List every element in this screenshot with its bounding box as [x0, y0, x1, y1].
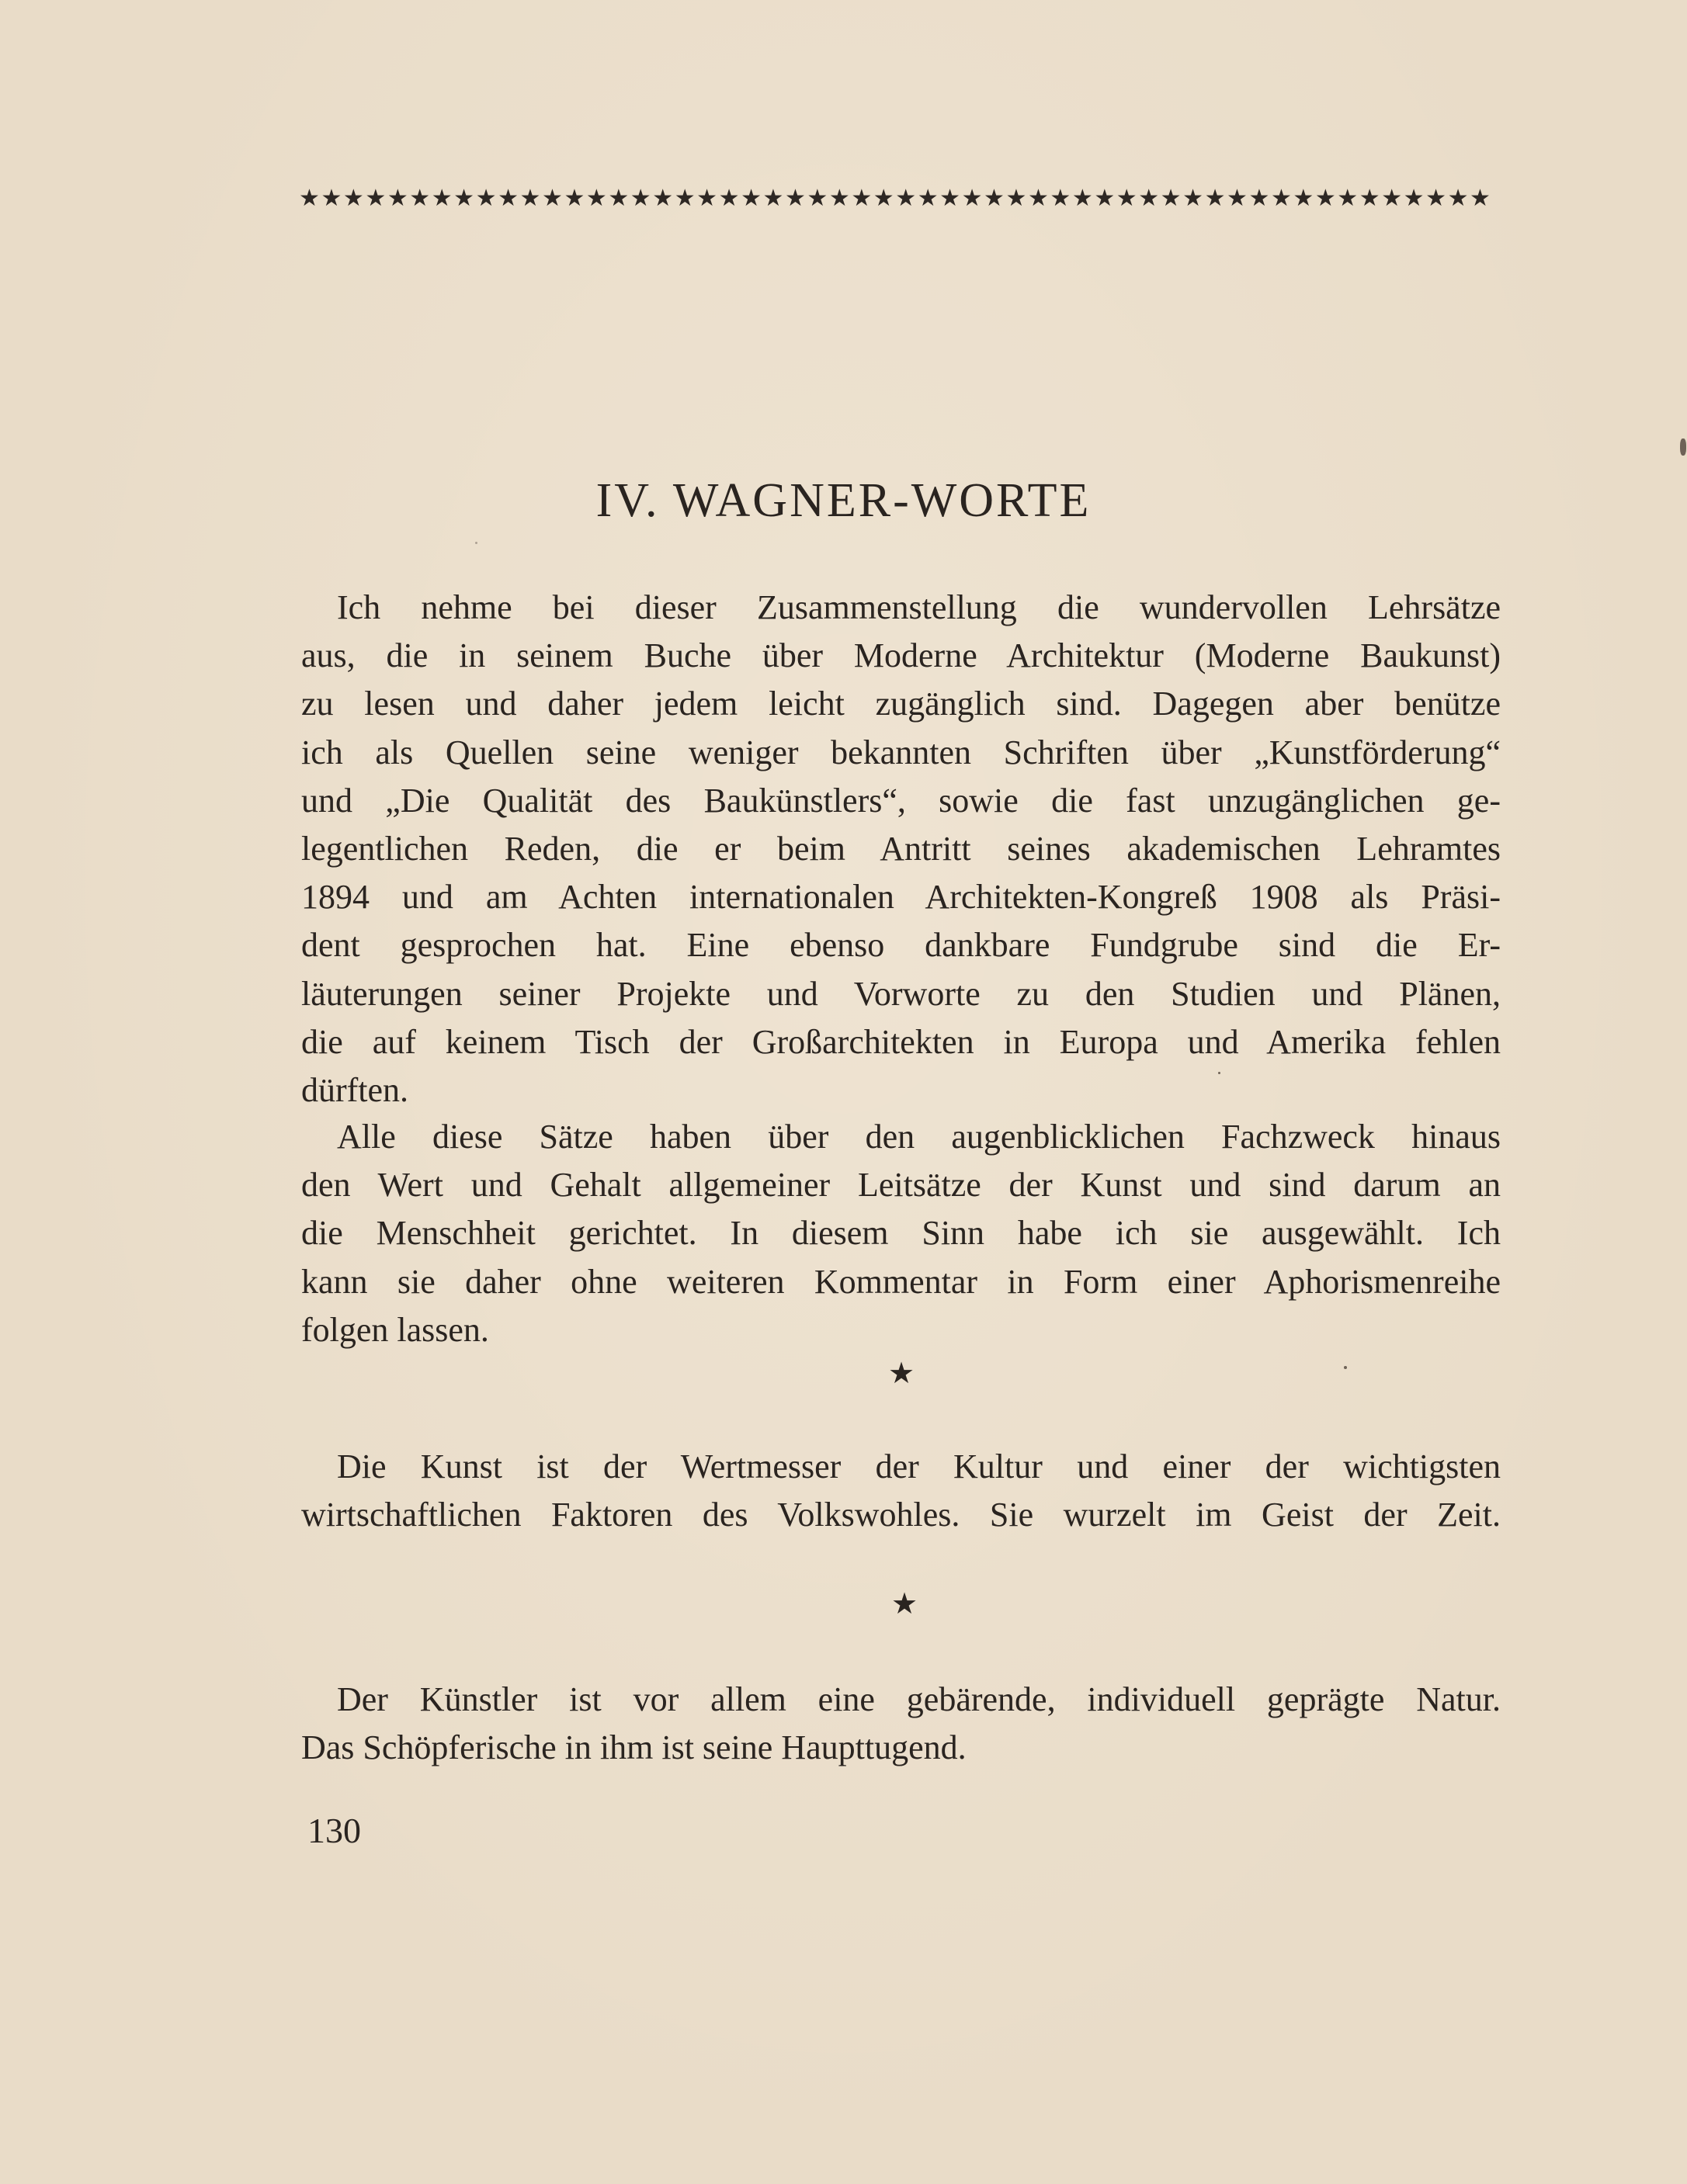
text-line: Das Schöpferische in ihm ist seine Haupttugend.	[301, 1728, 967, 1767]
paragraph-selection	[301, 1113, 1501, 1354]
ornament-star: ★	[696, 185, 718, 211]
ornament-star: ★	[828, 185, 850, 211]
text-line: zu lesen und daher jedem leicht zugänglich sind. Dagegen aber benütze	[301, 685, 1501, 723]
ornament-star: ★	[1425, 185, 1447, 211]
ornament-star: ★	[895, 185, 917, 211]
ornament-star: ★	[784, 185, 806, 211]
paragraph-intro	[301, 584, 1501, 1115]
separator-star: ★	[887, 1357, 915, 1390]
page-number: 130	[307, 1811, 361, 1850]
ornament-star: ★	[1050, 185, 1071, 211]
ornament-star: ★	[1403, 185, 1425, 211]
ornament-star: ★	[1138, 185, 1160, 211]
ornament-star: ★	[1337, 185, 1359, 211]
ornament-star: ★	[409, 185, 431, 211]
ornament-star: ★	[1293, 185, 1314, 211]
ornament-star: ★	[1027, 185, 1049, 211]
text-line: Ich nehme bei dieser Zusammenstellung die wundervollen Lehrsätze	[337, 588, 1501, 626]
text-line: die auf keinem Tisch der Großarchitekten in Europa und Amerika fehlen	[301, 1022, 1501, 1061]
text-line: aus, die in seinem Buche über Moderne Architektur (Moderne Baukunst)	[301, 636, 1501, 675]
text-line: und „Die Qualität des Baukünstlers“, sowie die fast unzugänglichen ge-	[301, 781, 1501, 820]
ornament-star: ★	[564, 185, 585, 211]
ornament-star: ★	[917, 185, 939, 211]
ornament-star: ★	[1204, 185, 1226, 211]
ornament-star: ★	[1381, 185, 1403, 211]
ornament-star: ★	[342, 185, 364, 211]
text-line: folgen lassen.	[301, 1310, 489, 1349]
chapter-heading: IV. WAGNER-WORTE	[595, 474, 1092, 527]
paper-speck	[1344, 1366, 1347, 1369]
ornament-star: ★	[498, 185, 519, 211]
ornament-star: ★	[387, 185, 408, 211]
paper-speck	[1680, 439, 1686, 456]
text-line: ich als Quellen seine weniger bekannten Schriften über „Kunstförderung“	[301, 733, 1501, 771]
text-line: dürften.	[301, 1070, 409, 1109]
text-line: läuterungen seiner Projekte und Vorworte zu den Studien und Plänen,	[301, 974, 1501, 1013]
ornament-star: ★	[541, 185, 563, 211]
ornament-star: ★	[851, 185, 873, 211]
text-line: die Menschheit gerichtet. In diesem Sinn habe ich sie ausgewählt. Ich	[301, 1214, 1501, 1253]
show-through-text	[295, 233, 1498, 281]
ornament-star: ★	[1160, 185, 1182, 211]
ornament-star: ★	[652, 185, 674, 211]
ornament-star: ★	[1182, 185, 1204, 211]
ornament-star: ★	[585, 185, 607, 211]
ornament-star: ★	[1094, 185, 1116, 211]
ornament-star: ★	[961, 185, 983, 211]
ornament-star: ★	[1248, 185, 1270, 211]
ornament-star: ★	[630, 185, 651, 211]
ornament-star: ★	[674, 185, 696, 211]
aphorism-art	[301, 1443, 1501, 1539]
text-line: 1894 und am Achten internationalen Architekten-Kongreß 1908 als Präsi-	[301, 878, 1501, 917]
ornament-star: ★	[1314, 185, 1336, 211]
ornament-star: ★	[741, 185, 762, 211]
ornament-star: ★	[519, 185, 541, 211]
ornament-star: ★	[762, 185, 784, 211]
text-line: Der Künstler ist vor allem eine gebärende, individuell geprägte Natur.	[337, 1680, 1501, 1718]
ornament-star: ★	[299, 185, 320, 211]
text-line: Die Kunst ist der Wertmesser der Kultur und einer der wichtigsten	[337, 1447, 1501, 1485]
ornament-star: ★	[431, 185, 453, 211]
aphorism-artist	[301, 1676, 1501, 1772]
paper-speck	[475, 542, 477, 544]
text-line: Alle diese Sätze haben über den augenblicklichen Fachzweck hinaus	[337, 1118, 1501, 1156]
paper-speck	[1218, 1072, 1220, 1074]
ornament-star: ★	[321, 185, 342, 211]
ornament-star: ★	[1116, 185, 1137, 211]
text-line: wirtschaftlichen Faktoren des Volkswohles. Sie wurzelt im Geist der Zeit.	[301, 1496, 1501, 1534]
ornament-star: ★	[1005, 185, 1027, 211]
text-line: legentlichen Reden, die er beim Antritt seines akademischen Lehramtes	[301, 829, 1501, 868]
text-line: den Wert und Gehalt allgemeiner Leitsätze der Kunst und sind darum an	[301, 1166, 1501, 1205]
ornament-star: ★	[608, 185, 630, 211]
ornament-star: ★	[1071, 185, 1093, 211]
separator-star: ★	[890, 1588, 918, 1621]
ornament-star: ★	[1359, 185, 1380, 211]
ornament-star: ★	[873, 185, 894, 211]
ornament-star: ★	[1227, 185, 1248, 211]
ornament-star: ★	[1270, 185, 1292, 211]
star-ornament-row	[299, 180, 1491, 217]
ornament-star: ★	[718, 185, 740, 211]
text-line: kann sie daher ohne weiteren Kommentar in Form einer Aphorismenreihe	[301, 1262, 1501, 1301]
ornament-star: ★	[807, 185, 828, 211]
text-line: dent gesprochen hat. Eine ebenso dankbare Fundgrube sind die Er-	[301, 926, 1501, 965]
ornament-star: ★	[1447, 185, 1469, 211]
ornament-star: ★	[365, 185, 387, 211]
ornament-star: ★	[939, 185, 961, 211]
ornament-star: ★	[475, 185, 497, 211]
ornament-star: ★	[453, 185, 475, 211]
ornament-star: ★	[1470, 185, 1491, 211]
ornament-star: ★	[984, 185, 1005, 211]
